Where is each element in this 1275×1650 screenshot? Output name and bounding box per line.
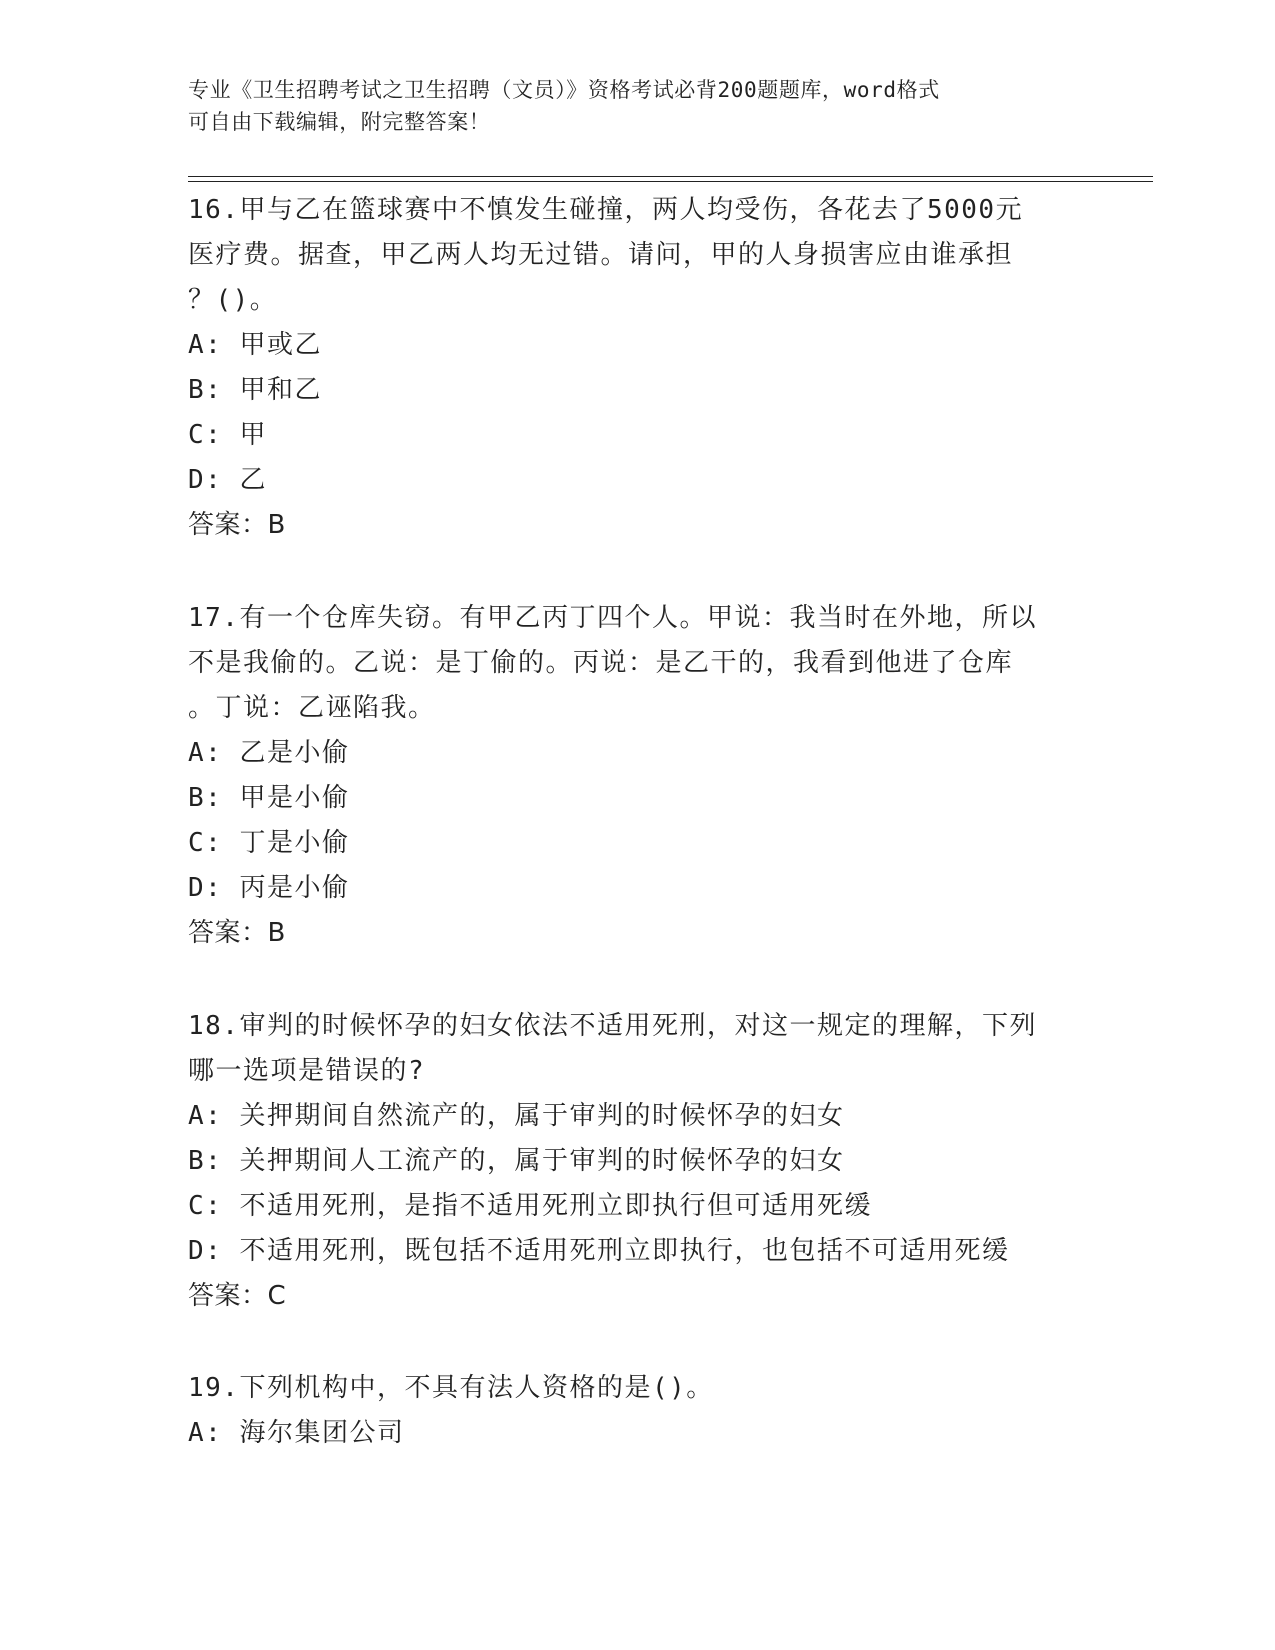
header-divider-top [188, 176, 1153, 177]
question-17 [188, 596, 1068, 956]
answer-line: 答案：C [188, 1281, 287, 1311]
question-text-line: 不是我偷的。乙说：是丁偷的。丙说：是乙干的，我看到他进了仓库 [188, 648, 1014, 678]
question-text-line: 16.甲与乙在篮球赛中不慎发生碰撞，两人均受伤，各花去了5000元 [188, 195, 1024, 225]
question-16 [188, 188, 1068, 548]
option-b: B: 关押期间人工流产的，属于审判的时候怀孕的妇女 [188, 1146, 845, 1176]
header-title-line-1: 专业《卫生招聘考试之卫生招聘（文员）》资格考试必背200题题库，word格式 [188, 78, 940, 102]
question-text-line: 哪一选项是错误的? [188, 1056, 426, 1086]
header-divider-bottom [188, 181, 1153, 182]
question-text-line: 医疗费。据查，甲乙两人均无过错。请问，甲的人身损害应由谁承担 [188, 240, 1014, 270]
option-b: B: 甲是小偷 [188, 783, 350, 813]
option-c: C: 丁是小偷 [188, 828, 350, 858]
question-text-line: 18.审判的时候怀孕的妇女依法不适用死刑，对这一规定的理解，下列 [188, 1011, 1037, 1041]
answer-line: 答案：B [188, 510, 286, 540]
document-header [188, 74, 1068, 138]
answer-line: 答案：B [188, 918, 286, 948]
option-c: C: 甲 [188, 420, 267, 450]
option-d: D: 丙是小偷 [188, 873, 350, 903]
question-text-line: 17.有一个仓库失窃。有甲乙丙丁四个人。甲说：我当时在外地，所以 [188, 603, 1037, 633]
question-text-line: 19.下列机构中，不具有法人资格的是()。 [188, 1373, 714, 1403]
question-text-line: ？()。 [188, 285, 278, 315]
question-19 [188, 1366, 1068, 1456]
question-18 [188, 1004, 1068, 1319]
option-a: A: 海尔集团公司 [188, 1418, 405, 1448]
option-b: B: 甲和乙 [188, 375, 322, 405]
option-d: D: 不适用死刑，既包括不适用死刑立即执行，也包括不可适用死缓 [188, 1236, 1010, 1266]
option-c: C: 不适用死刑，是指不适用死刑立即执行但可适用死缓 [188, 1191, 872, 1221]
option-a: A: 乙是小偷 [188, 738, 350, 768]
option-a: A: 甲或乙 [188, 330, 322, 360]
option-d: D: 乙 [188, 465, 267, 495]
option-a: A: 关押期间自然流产的，属于审判的时候怀孕的妇女 [188, 1101, 845, 1131]
question-text-line: 。丁说：乙诬陷我。 [188, 693, 436, 723]
header-title-line-2: 可自由下载编辑，附完整答案！ [188, 110, 491, 134]
